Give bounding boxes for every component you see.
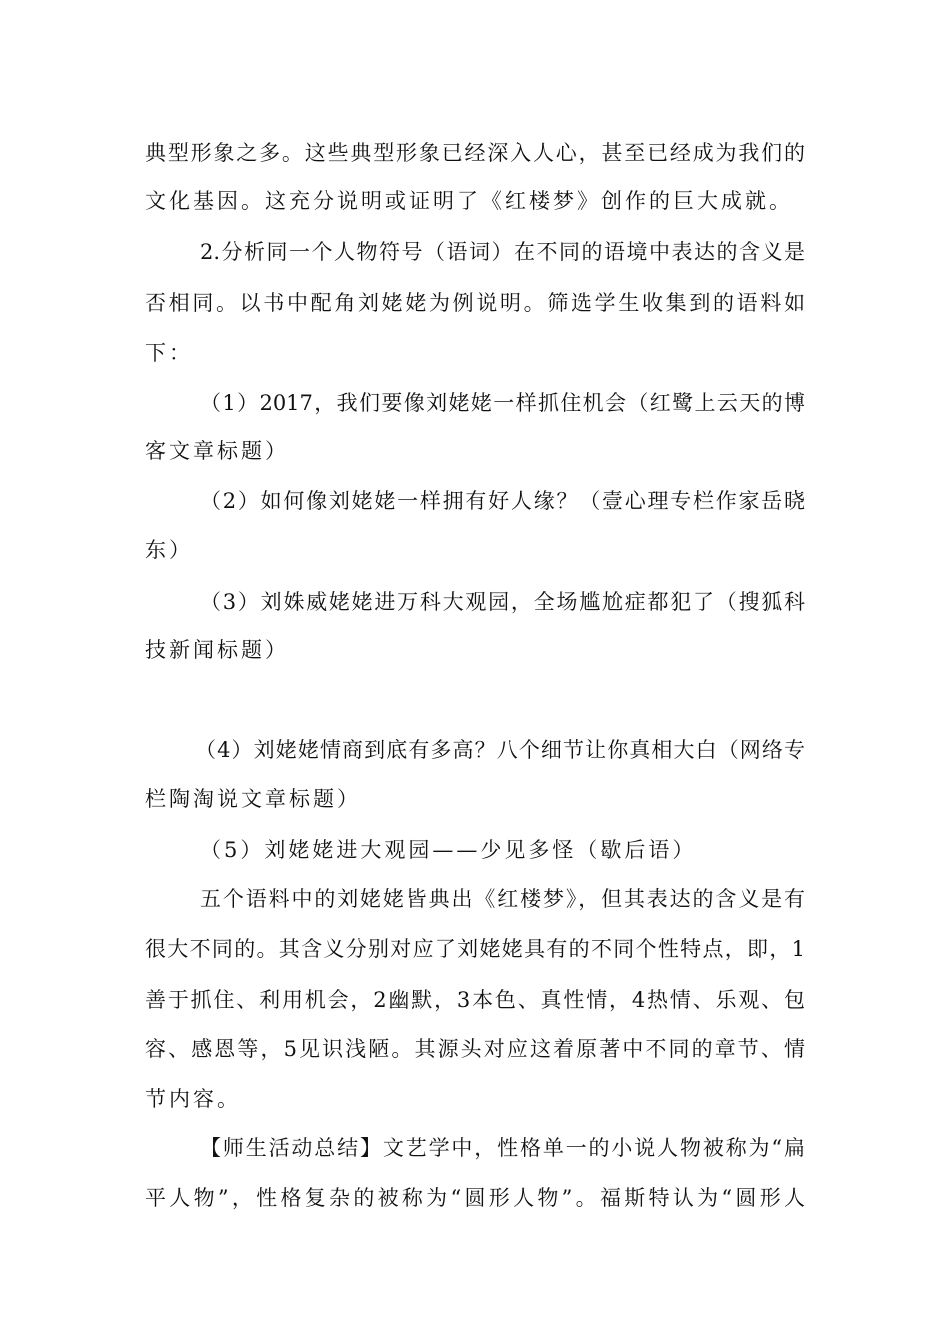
text-line: 平人物”，性格复杂的被称为“圆形人物”。福斯特认为“圆形人: [145, 1186, 805, 1210]
text-line: 否相同。以书中配角刘姥姥为例说明。筛选学生收集到的语料如: [145, 291, 805, 315]
text-line: 客文章标题）: [145, 439, 289, 463]
text-line: （5）刘姥姥进大观园——少见多怪（歇后语）: [200, 838, 697, 862]
text-line: 2.分析同一个人物符号（语词）在不同的语境中表达的含义是: [200, 240, 805, 264]
text-line: （1）2017，我们要像刘姥姥一样抓住机会（红鹭上云天的博: [200, 391, 805, 415]
text-line: 节内容。: [145, 1087, 241, 1111]
text-line: 典型形象之多。这些典型形象已经深入人心，甚至已经成为我们的: [145, 141, 805, 165]
text-line: 【师生活动总结】文艺学中，性格单一的小说人物被称为“扁: [200, 1136, 805, 1160]
text-line: 善于抓住、利用机会，2幽默，3本色、真性情，4热情、乐观、包: [145, 988, 805, 1012]
text-line: （4）刘姥姥情商到底有多高？八个细节让你真相大白（网络专: [195, 738, 805, 762]
text-line: （3）刘姝威姥姥进万科大观园，全场尴尬症都犯了（搜狐科: [200, 590, 805, 614]
text-line: 下：: [145, 341, 193, 365]
text-line: （2）如何像刘姥姥一样拥有好人缘？（壹心理专栏作家岳晓: [200, 489, 805, 513]
text-line: 栏陶淘说文章标题）: [145, 787, 361, 811]
text-line: 容、感恩等，5见识浅陋。其源头对应这着原著中不同的章节、情: [145, 1037, 805, 1061]
text-line: 五个语料中的刘姥姥皆典出《红楼梦》，但其表达的含义是有: [200, 887, 805, 911]
text-line: 东）: [145, 538, 193, 562]
text-line: 很大不同的。其含义分别对应了刘姥姥具有的不同个性特点，即，1: [145, 937, 805, 961]
text-line: 文化基因。这充分说明或证明了《红楼梦》创作的巨大成就。: [145, 189, 793, 213]
text-line: 技新闻标题）: [145, 638, 289, 662]
